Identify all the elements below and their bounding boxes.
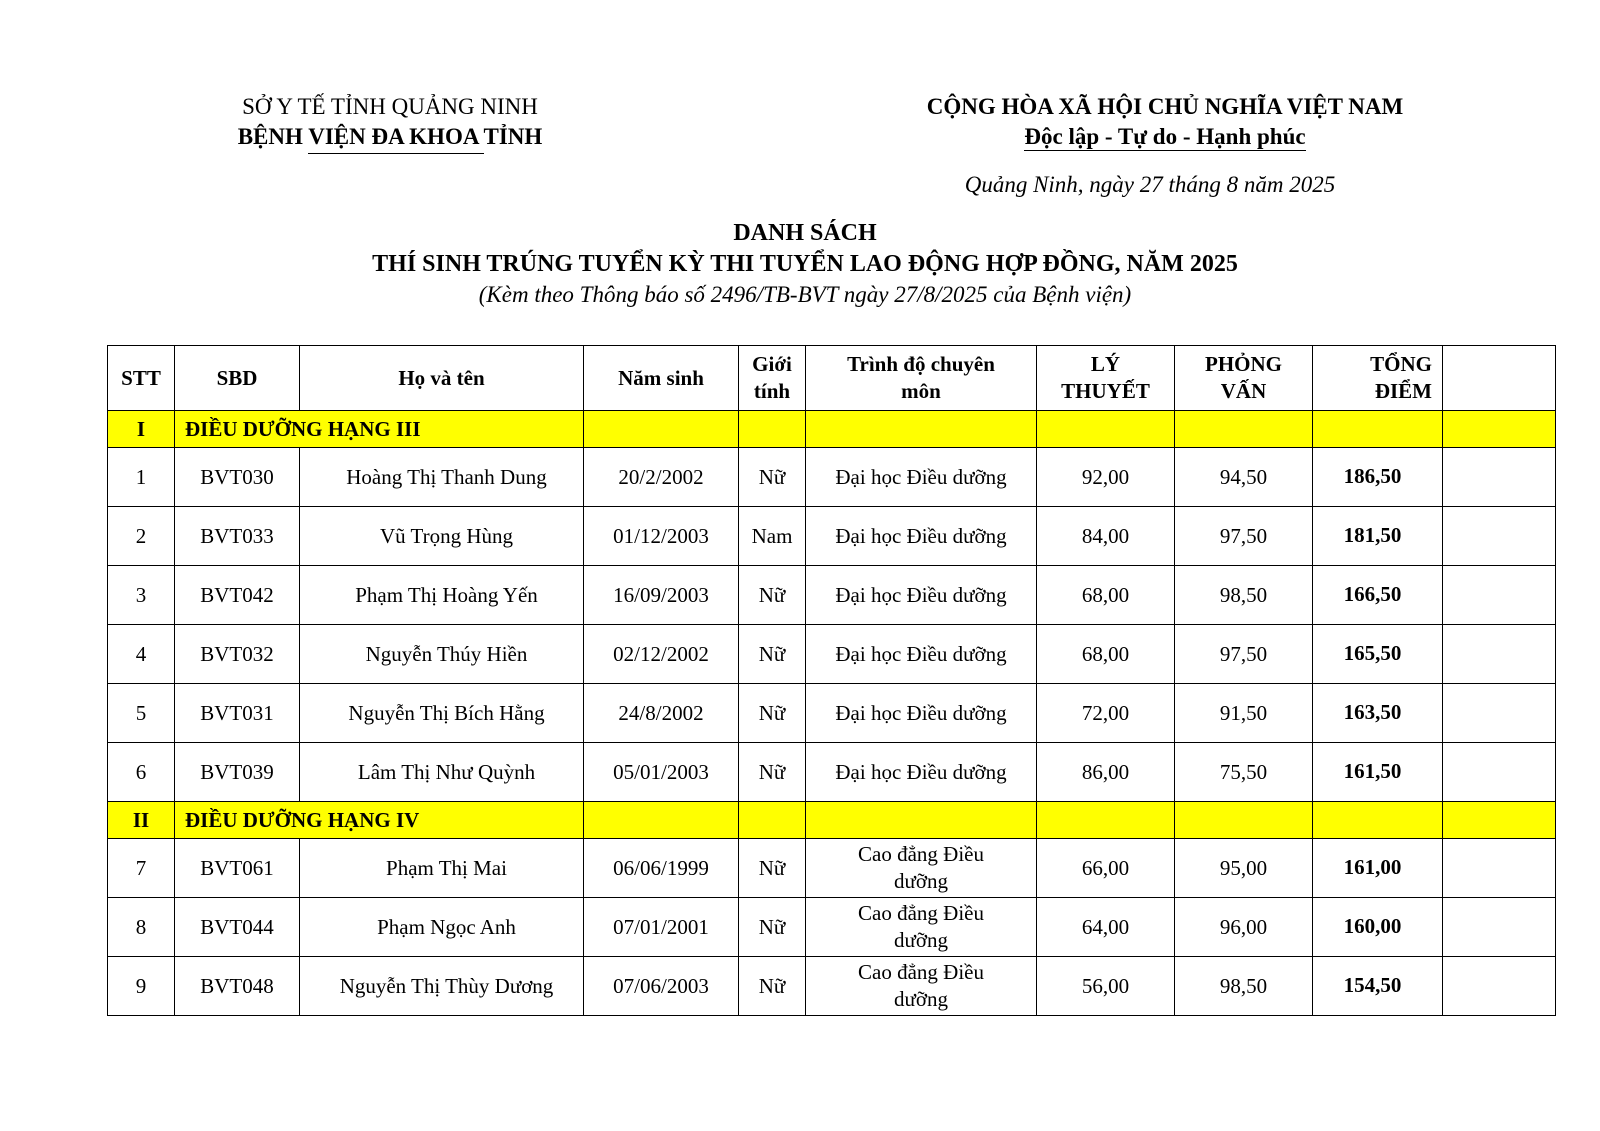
cell-stt: 4 — [108, 625, 175, 684]
cell-qualification — [806, 743, 1037, 802]
cell-blank — [1443, 625, 1556, 684]
cell-birth: 20/2/2002 — [584, 448, 739, 507]
title-block — [100, 218, 1510, 310]
cell-sbd: BVT032 — [175, 625, 300, 684]
group-name: ĐIỀU DƯỠNG HẠNG IV — [175, 802, 584, 839]
group-empty-cell — [1443, 802, 1556, 839]
header-stt: STT — [108, 346, 175, 411]
cell-theory: 84,00 — [1037, 507, 1175, 566]
cell-total: 186,50 — [1313, 448, 1443, 507]
table-row — [108, 743, 1556, 802]
header-blank — [1443, 346, 1556, 411]
cell-stt: 5 — [108, 684, 175, 743]
left-header — [190, 92, 590, 152]
cell-theory: 68,00 — [1037, 566, 1175, 625]
qualification-line: Đại học Điều dưỡng — [835, 582, 1007, 607]
right-header — [895, 92, 1435, 152]
cell-theory: 92,00 — [1037, 448, 1175, 507]
cell-theory: 72,00 — [1037, 684, 1175, 743]
cell-stt: 8 — [108, 898, 175, 957]
cell-interview: 94,50 — [1175, 448, 1313, 507]
cell-birth: 05/01/2003 — [584, 743, 739, 802]
header-sbd: SBD — [175, 346, 300, 411]
cell-total: 166,50 — [1313, 566, 1443, 625]
cell-birth: 06/06/1999 — [584, 839, 739, 898]
cell-theory: 56,00 — [1037, 957, 1175, 1016]
table-header-row — [108, 346, 1556, 411]
cell-gender: Nữ — [739, 448, 806, 507]
cell-gender: Nữ — [739, 839, 806, 898]
cell-interview: 98,50 — [1175, 957, 1313, 1016]
cell-interview: 95,00 — [1175, 839, 1313, 898]
qualification-line: Cao đẳng Điều — [858, 842, 984, 866]
cell-name: Vũ Trọng Hùng — [300, 507, 584, 566]
group-empty-cell — [584, 411, 739, 448]
cell-interview: 75,50 — [1175, 743, 1313, 802]
table-row — [108, 839, 1556, 898]
group-name: ĐIỀU DƯỠNG HẠNG III — [175, 411, 584, 448]
national-motto: Độc lập - Tự do - Hạnh phúc — [1024, 124, 1306, 149]
agency-name: SỞ Y TẾ TỈNH QUẢNG NINH — [242, 94, 538, 119]
group-empty-cell — [739, 802, 806, 839]
cell-name: Nguyễn Thúy Hiền — [300, 625, 584, 684]
cell-sbd: BVT033 — [175, 507, 300, 566]
cell-blank — [1443, 448, 1556, 507]
cell-birth: 01/12/2003 — [584, 507, 739, 566]
cell-total: 161,00 — [1313, 839, 1443, 898]
cell-qualification — [806, 898, 1037, 957]
cell-birth: 07/01/2001 — [584, 898, 739, 957]
group-row — [108, 411, 1556, 448]
group-row — [108, 802, 1556, 839]
cell-theory: 64,00 — [1037, 898, 1175, 957]
cell-gender: Nữ — [739, 566, 806, 625]
cell-sbd: BVT061 — [175, 839, 300, 898]
table-row — [108, 625, 1556, 684]
cell-gender: Nữ — [739, 898, 806, 957]
group-numeral: I — [108, 411, 175, 448]
group-empty-cell — [584, 802, 739, 839]
document-reference: (Kèm theo Thông báo số 2496/TB-BVT ngày 27/8/2025 của Bệnh viện) — [478, 282, 1132, 307]
cell-total: 154,50 — [1313, 957, 1443, 1016]
cell-gender: Nam — [739, 507, 806, 566]
cell-sbd: BVT030 — [175, 448, 300, 507]
qualification-line: Cao đẳng Điều — [858, 901, 984, 925]
group-empty-cell — [739, 411, 806, 448]
country-name: CỘNG HÒA XÃ HỘI CHỦ NGHĨA VIỆT NAM — [926, 94, 1404, 119]
cell-sbd: BVT039 — [175, 743, 300, 802]
cell-total: 181,50 — [1313, 507, 1443, 566]
cell-theory: 66,00 — [1037, 839, 1175, 898]
organization-underline — [308, 153, 484, 154]
cell-qualification — [806, 507, 1037, 566]
group-numeral: II — [108, 802, 175, 839]
cell-sbd: BVT042 — [175, 566, 300, 625]
date-line: Quảng Ninh, ngày 27 tháng 8 năm 2025 — [964, 172, 1336, 197]
group-empty-cell — [1443, 411, 1556, 448]
header-qualification: Trình độ chuyên môn — [806, 346, 1037, 411]
cell-name: Phạm Thị Hoàng Yến — [300, 566, 584, 625]
group-empty-cell — [806, 411, 1037, 448]
qualification-line: dưỡng — [894, 987, 948, 1011]
cell-sbd: BVT044 — [175, 898, 300, 957]
cell-name: Phạm Ngọc Anh — [300, 898, 584, 957]
cell-gender: Nữ — [739, 957, 806, 1016]
cell-total: 163,50 — [1313, 684, 1443, 743]
cell-interview: 91,50 — [1175, 684, 1313, 743]
table-row — [108, 684, 1556, 743]
table-row — [108, 448, 1556, 507]
cell-total: 161,50 — [1313, 743, 1443, 802]
cell-name: Nguyễn Thị Thùy Dương — [300, 957, 584, 1016]
cell-stt: 1 — [108, 448, 175, 507]
cell-sbd: BVT048 — [175, 957, 300, 1016]
header-theory: LÝ THUYẾT — [1037, 346, 1175, 411]
cell-interview: 97,50 — [1175, 507, 1313, 566]
cell-theory: 68,00 — [1037, 625, 1175, 684]
cell-birth: 24/8/2002 — [584, 684, 739, 743]
cell-blank — [1443, 839, 1556, 898]
cell-stt: 3 — [108, 566, 175, 625]
group-empty-cell — [1313, 802, 1443, 839]
cell-name: Hoàng Thị Thanh Dung — [300, 448, 584, 507]
group-empty-cell — [1175, 802, 1313, 839]
cell-stt: 6 — [108, 743, 175, 802]
header-gender: Giới tính — [739, 346, 806, 411]
cell-interview: 97,50 — [1175, 625, 1313, 684]
cell-name: Phạm Thị Mai — [300, 839, 584, 898]
qualification-line: dưỡng — [894, 869, 948, 893]
table-row — [108, 507, 1556, 566]
cell-birth: 07/06/2003 — [584, 957, 739, 1016]
table-row — [108, 566, 1556, 625]
header-name: Họ và tên — [300, 346, 584, 411]
qualification-line: Cao đẳng Điều — [858, 960, 984, 984]
cell-blank — [1443, 507, 1556, 566]
table-body — [108, 411, 1556, 1016]
qualification-line: Đại học Điều dưỡng — [835, 700, 1007, 725]
document-title: DANH SÁCH — [733, 220, 877, 246]
qualification-line: Đại học Điều dưỡng — [835, 641, 1007, 666]
cell-qualification — [806, 957, 1037, 1016]
cell-blank — [1443, 566, 1556, 625]
document-subtitle: THÍ SINH TRÚNG TUYỂN KỲ THI TUYỂN LAO ĐỘNG HỢP ĐỒNG, NĂM 2025 — [372, 251, 1238, 277]
header-interview: PHỎNG VẤN — [1175, 346, 1313, 411]
cell-qualification — [806, 566, 1037, 625]
group-empty-cell — [1175, 411, 1313, 448]
group-empty-cell — [1037, 411, 1175, 448]
qualification-line: Đại học Điều dưỡng — [835, 759, 1007, 784]
cell-qualification — [806, 448, 1037, 507]
cell-stt: 9 — [108, 957, 175, 1016]
cell-birth: 02/12/2002 — [584, 625, 739, 684]
candidates-table — [107, 345, 1556, 1016]
cell-stt: 7 — [108, 839, 175, 898]
organization-name: BỆNH VIỆN ĐA KHOA TỈNH — [237, 124, 543, 149]
cell-name: Lâm Thị Như Quỳnh — [300, 743, 584, 802]
header-birth: Năm sinh — [584, 346, 739, 411]
cell-blank — [1443, 743, 1556, 802]
cell-blank — [1443, 898, 1556, 957]
cell-total: 160,00 — [1313, 898, 1443, 957]
cell-qualification — [806, 625, 1037, 684]
group-empty-cell — [1313, 411, 1443, 448]
table-row — [108, 898, 1556, 957]
qualification-line: Đại học Điều dưỡng — [835, 464, 1007, 489]
table-row — [108, 957, 1556, 1016]
cell-total: 165,50 — [1313, 625, 1443, 684]
group-empty-cell — [1037, 802, 1175, 839]
cell-qualification — [806, 839, 1037, 898]
cell-blank — [1443, 684, 1556, 743]
cell-interview: 98,50 — [1175, 566, 1313, 625]
cell-gender: Nữ — [739, 684, 806, 743]
cell-theory: 86,00 — [1037, 743, 1175, 802]
header-total: TỔNG ĐIỂM — [1313, 346, 1443, 411]
cell-qualification — [806, 684, 1037, 743]
cell-stt: 2 — [108, 507, 175, 566]
cell-blank — [1443, 957, 1556, 1016]
cell-sbd: BVT031 — [175, 684, 300, 743]
cell-gender: Nữ — [739, 743, 806, 802]
cell-name: Nguyễn Thị Bích Hằng — [300, 684, 584, 743]
group-empty-cell — [806, 802, 1037, 839]
cell-interview: 96,00 — [1175, 898, 1313, 957]
qualification-line: dưỡng — [894, 928, 948, 952]
cell-birth: 16/09/2003 — [584, 566, 739, 625]
cell-gender: Nữ — [739, 625, 806, 684]
qualification-line: Đại học Điều dưỡng — [835, 523, 1007, 548]
